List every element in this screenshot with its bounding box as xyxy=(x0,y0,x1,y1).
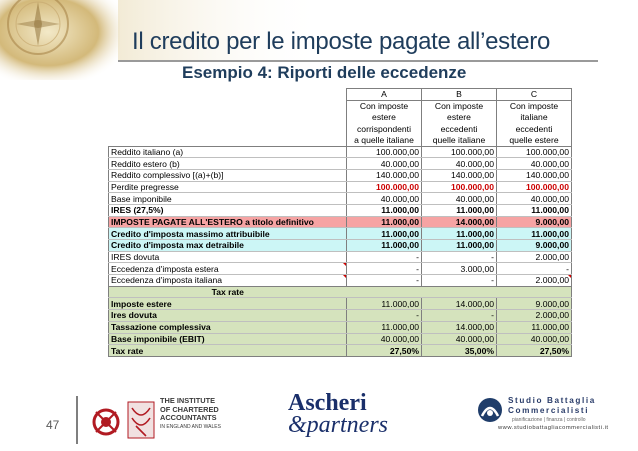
row-label: Imposte estere xyxy=(109,298,347,310)
table-row xyxy=(109,251,572,263)
studio-tagline: pianificazione | finanza | controllo xyxy=(512,417,586,423)
slide-subtitle: Esempio 4: Riporti delle eccedenze xyxy=(182,63,467,82)
footer-divider xyxy=(76,396,78,444)
column-header-b: B xyxy=(422,89,497,101)
table-row xyxy=(109,193,572,205)
cell-c: 27,50% xyxy=(497,345,572,357)
studio-battaglia-logo-icon xyxy=(476,396,504,424)
cell-c: 140.000,00 xyxy=(497,169,572,181)
cell-b: 40.000,00 xyxy=(422,193,497,205)
row-label: IRES (27,5%) xyxy=(109,204,347,216)
column-header-c: C xyxy=(497,89,572,101)
cell-b: - xyxy=(422,251,497,263)
cell-a: 11.000,00 xyxy=(347,216,422,228)
cell-b: 11.000,00 xyxy=(422,240,497,252)
cell-b: 140.000,00 xyxy=(422,169,497,181)
tax-rate-title: Tax rate xyxy=(109,286,347,298)
slide-title: Il credito per le imposte pagate all’estero xyxy=(132,28,550,55)
column-desc-b-4: quelle italiane xyxy=(422,135,497,147)
row-label: Tassazione complessiva xyxy=(109,321,347,333)
cell-c: 40.000,00 xyxy=(497,333,572,345)
table-row xyxy=(109,298,572,310)
cell-c: 40.000,00 xyxy=(497,193,572,205)
row-label: Eccedenza d'imposta italiana xyxy=(109,275,347,287)
studio-battaglia-name xyxy=(508,396,596,416)
cell-c: 2.000,00 xyxy=(497,251,572,263)
table-row xyxy=(109,333,572,345)
row-label: Eccedenza d'imposta estera xyxy=(109,263,347,275)
row-label: Reddito complessivo [(a)+(b)] xyxy=(109,169,347,181)
table-row xyxy=(109,181,572,193)
cell-b: 14.000,00 xyxy=(422,298,497,310)
column-desc-c-2: italiane xyxy=(497,112,572,124)
column-desc-a-2: estere xyxy=(347,112,422,124)
icaew-line-1: THE INSTITUTE xyxy=(160,396,216,405)
cell-a: 140.000,00 xyxy=(347,169,422,181)
column-desc-b-3: eccedenti xyxy=(422,123,497,135)
cell-a: 11.000,00 xyxy=(347,228,422,240)
ascheri-partners-logo xyxy=(288,392,388,436)
table-row xyxy=(109,263,572,275)
row-label: Reddito italiano (a) xyxy=(109,146,347,158)
cell-a: 40.000,00 xyxy=(347,333,422,345)
cell-a: - xyxy=(347,263,422,275)
studio-website-link[interactable]: www.studiobattagliacommercialisti.it xyxy=(498,425,609,431)
row-label: Ires dovuta xyxy=(109,310,347,322)
cell-c: 9.000,00 xyxy=(497,240,572,252)
ascheri-line-2: &partners xyxy=(288,412,389,438)
cell-b: - xyxy=(422,275,497,287)
table-row xyxy=(109,321,572,333)
cell-c: 40.000,00 xyxy=(497,158,572,170)
row-label: Base imponibile xyxy=(109,193,347,205)
cell-b: - xyxy=(422,310,497,322)
cell-b: 100.000,00 xyxy=(422,146,497,158)
table-row xyxy=(109,310,572,322)
ascheri-line-1: Ascheri xyxy=(288,390,367,416)
row-label: IMPOSTE PAGATE ALL'ESTERO a titolo definitivo xyxy=(109,216,347,228)
page-number: 47 xyxy=(46,418,60,432)
row-label: Perdite pregresse xyxy=(109,181,347,193)
icaew-subline: IN ENGLAND AND WALES xyxy=(160,423,221,430)
column-desc-c-4: quelle estere xyxy=(497,135,572,147)
cell-c: 2.000,00 xyxy=(497,275,572,287)
cell-a: - xyxy=(347,275,422,287)
cell-c: 9.000,00 xyxy=(497,216,572,228)
icaew-line-3: ACCOUNTANTS xyxy=(160,413,217,423)
cell-b: 14.000,00 xyxy=(422,216,497,228)
cell-c: 100.000,00 xyxy=(497,181,572,193)
title-divider xyxy=(118,60,598,62)
table-row xyxy=(109,216,572,228)
compass-decoration-icon xyxy=(0,0,120,80)
table-row xyxy=(109,228,572,240)
cell-b: 3.000,00 xyxy=(422,263,497,275)
icaew-line-2: OF CHARTERED xyxy=(160,404,219,414)
cell-a: 40.000,00 xyxy=(347,158,422,170)
cell-c: 9.000,00 xyxy=(497,298,572,310)
column-desc-b-1: Con imposte xyxy=(422,100,497,112)
row-label: Tax rate xyxy=(109,345,347,357)
table-row xyxy=(109,169,572,181)
table-row xyxy=(109,158,572,170)
column-header-a: A xyxy=(347,89,422,101)
cell-c: 2.000,00 xyxy=(497,310,572,322)
cell-c: 11.000,00 xyxy=(497,228,572,240)
column-desc-a-4: a quelle italiane xyxy=(347,135,422,147)
cell-a: 11.000,00 xyxy=(347,240,422,252)
table-row xyxy=(109,275,572,287)
studio-name-line-2: Commercialisti xyxy=(508,406,590,415)
cell-a: 100.000,00 xyxy=(347,181,422,193)
row-label: IRES dovuta xyxy=(109,251,347,263)
tax-rate-header-row xyxy=(109,286,572,298)
studio-name-line-1: Studio Battaglia xyxy=(508,396,596,405)
cell-b: 40.000,00 xyxy=(422,333,497,345)
cell-a: - xyxy=(347,310,422,322)
cell-b: 100.000,00 xyxy=(422,181,497,193)
cell-b: 35,00% xyxy=(422,345,497,357)
cell-c: - xyxy=(497,263,572,275)
table-row xyxy=(109,204,572,216)
cell-b: 40.000,00 xyxy=(422,158,497,170)
column-desc-c-1: Con imposte xyxy=(497,100,572,112)
row-label: Reddito estero (b) xyxy=(109,158,347,170)
row-label: Credito d'imposta max detraibile xyxy=(109,240,347,252)
row-label: Base imponibile (EBIT) xyxy=(109,333,347,345)
row-label: Credito d'imposta massimo attribuibile xyxy=(109,228,347,240)
column-desc-a-3: corrispondenti xyxy=(347,123,422,135)
cell-c: 11.000,00 xyxy=(497,321,572,333)
cell-b: 11.000,00 xyxy=(422,204,497,216)
table-row xyxy=(109,240,572,252)
column-desc-a-1: Con imposte xyxy=(347,100,422,112)
tax-credit-table xyxy=(108,88,572,357)
table-row xyxy=(109,146,572,158)
cell-a: 27,50% xyxy=(347,345,422,357)
cell-c: 100.000,00 xyxy=(497,146,572,158)
cell-b: 11.000,00 xyxy=(422,228,497,240)
column-desc-c-3: eccedenti xyxy=(497,123,572,135)
cell-b: 14.000,00 xyxy=(422,321,497,333)
icaew-logo-text xyxy=(160,397,221,431)
cell-a: - xyxy=(347,251,422,263)
cell-a: 11.000,00 xyxy=(347,204,422,216)
column-desc-b-2: estere xyxy=(422,112,497,124)
cell-a: 11.000,00 xyxy=(347,298,422,310)
cell-a: 40.000,00 xyxy=(347,193,422,205)
cell-a: 100.000,00 xyxy=(347,146,422,158)
table-row xyxy=(109,345,572,357)
cell-c: 11.000,00 xyxy=(497,204,572,216)
cell-a: 11.000,00 xyxy=(347,321,422,333)
